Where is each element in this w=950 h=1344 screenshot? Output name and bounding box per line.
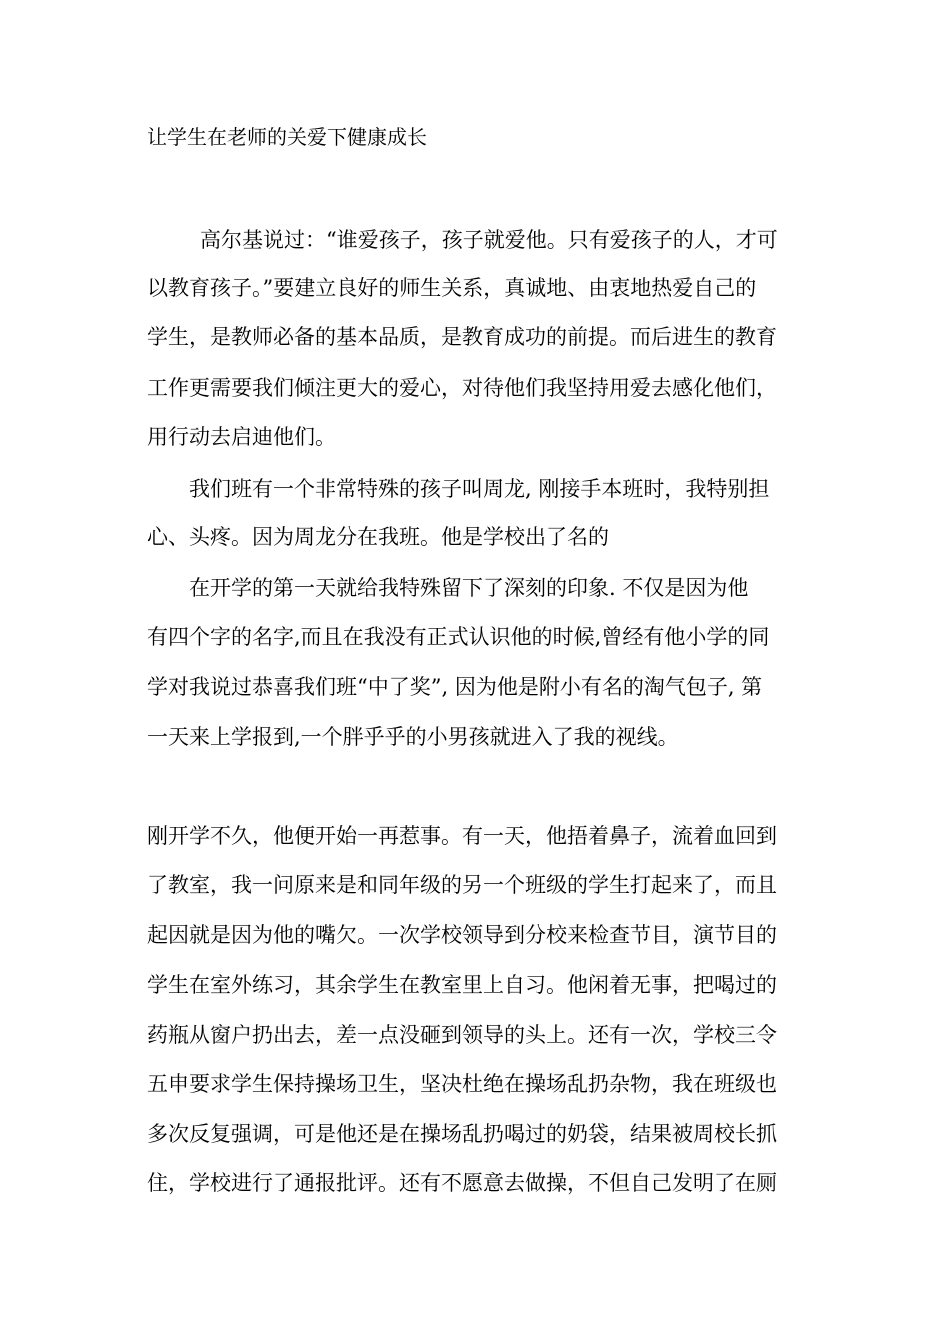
paragraph-3-line-2: 有四个字的名字,而且在我没有正式认识他的时候,曾经有他小学的同: [147, 625, 770, 649]
paragraph-4-line-6: 五申要求学生保持操场卫生，坚决杜绝在操场乱扔杂物，我在班级也: [147, 1072, 777, 1096]
document-title: 让学生在老师的关爱下健康成长: [147, 125, 427, 149]
paragraph-3-line-4: 一天来上学报到,一个胖乎乎的小男孩就进入了我的视线。: [147, 725, 679, 749]
paragraph-4-line-3: 起因就是因为他的嘴欠。一次学校领导到分校来检查节目，演节目的: [147, 923, 777, 947]
paragraph-3-line-3: 学对我说过恭喜我们班“中了奖”, 因为他是附小有名的淘气包子, 第: [147, 675, 763, 699]
paragraph-1-line-5: 用行动去启迪他们。: [147, 425, 336, 449]
paragraph-4-line-5: 药瓶从窗户扔出去，差一点没砸到领导的头上。还有一次，学校三令: [147, 1023, 777, 1047]
paragraph-4-line-1: 刚开学不久，他便开始一再惹事。有一天，他捂着鼻子，流着血回到: [147, 824, 777, 848]
paragraph-2-line-1: 我们班有一个非常特殊的孩子叫周龙, 刚接手本班时，我特别担: [189, 477, 770, 501]
paragraph-4-line-8: 住，学校进行了通报批评。还有不愿意去做操，不但自己发明了在厕: [147, 1171, 777, 1195]
paragraph-1-line-2: 以教育孩子。”要建立良好的师生关系，真诚地、由衷地热爱自己的: [147, 276, 757, 300]
paragraph-4-line-7: 多次反复强调，可是他还是在操场乱扔喝过的奶袋，结果被周校长抓: [147, 1122, 777, 1146]
paragraph-1-line-3: 学生，是教师必备的基本品质，是教育成功的前提。而后进生的教育: [147, 325, 777, 349]
paragraph-1-line-1: 高尔基说过：“谁爱孩子，孩子就爱他。只有爱孩子的人，才可: [200, 228, 778, 252]
paragraph-4-line-4: 学生在室外练习，其余学生在教室里上自习。他闲着无事，把喝过的: [147, 973, 777, 997]
paragraph-3-line-1: 在开学的第一天就给我特殊留下了深刻的印象. 不仅是因为他: [189, 576, 749, 600]
paragraph-4-line-2: 了教室，我一问原来是和同年级的另一个班级的学生打起来了，而且: [147, 873, 777, 897]
paragraph-2-line-2: 心、头疼。因为周龙分在我班。他是学校出了名的: [147, 525, 609, 549]
paragraph-1-line-4: 工作更需要我们倾注更大的爱心，对待他们我坚持用爱去感化他们，: [147, 376, 777, 400]
